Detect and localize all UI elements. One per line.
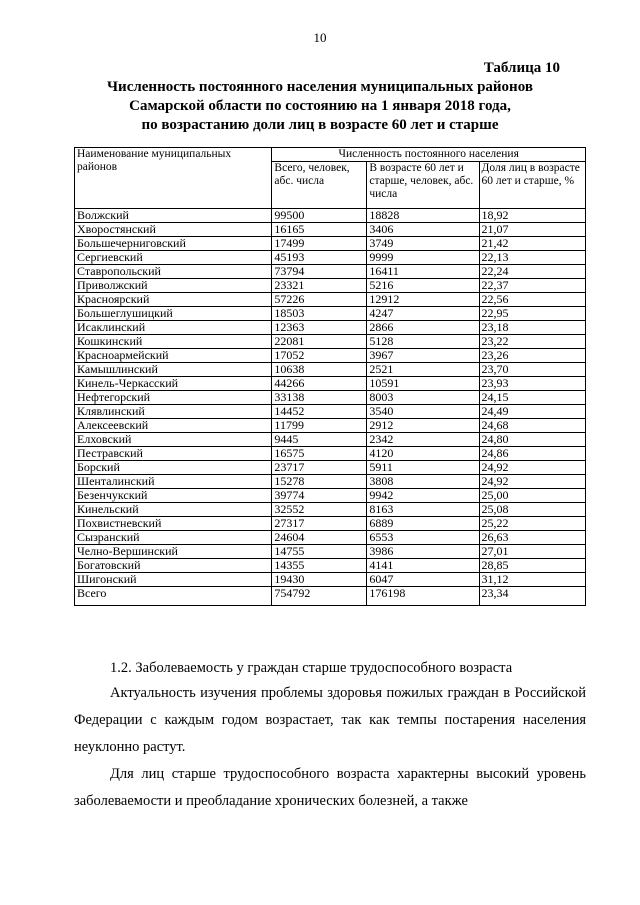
cell-older: 4141	[367, 559, 479, 573]
cell-total: 17499	[272, 237, 367, 251]
paragraph: Актуальность изучения проблемы здоровья пожилых граждан в Российской Федерации с каждым годом возрастает, так как темпы постарения населения неуклонно растут.	[74, 685, 586, 755]
table-row	[75, 447, 586, 461]
cell-total: 9445	[272, 433, 367, 447]
table-row	[75, 545, 586, 559]
cell-total: 16575	[272, 447, 367, 461]
cell-share: 22,13	[479, 251, 585, 265]
cell-name: Сызранский	[75, 531, 272, 545]
cell-share: 28,85	[479, 559, 585, 573]
cell-older: 9942	[367, 489, 479, 503]
cell-name: Красноярский	[75, 293, 272, 307]
cell-older: 12912	[367, 293, 479, 307]
cell-older: 6047	[367, 573, 479, 587]
header-total: Всего, человек, абс. числа	[272, 162, 367, 209]
cell-name: Сергиевский	[75, 251, 272, 265]
cell-older: 4247	[367, 307, 479, 321]
cell-share: 24,80	[479, 433, 585, 447]
table-row	[75, 223, 586, 237]
table-row	[75, 489, 586, 503]
cell-total: 33138	[272, 391, 367, 405]
cell-total: 14452	[272, 405, 367, 419]
cell-share: 21,07	[479, 223, 585, 237]
cell-name: Кинельский	[75, 503, 272, 517]
cell-older: 10591	[367, 377, 479, 391]
cell-name: Камышлинский	[75, 363, 272, 377]
cell-older: 8003	[367, 391, 479, 405]
table-title	[60, 78, 580, 135]
header-group: Численность постоянного населения	[272, 148, 586, 162]
cell-name: Шенталинский	[75, 475, 272, 489]
header-name: Наименование муниципальных районов	[75, 148, 272, 209]
cell-older: 9999	[367, 251, 479, 265]
table-row	[75, 293, 586, 307]
table-row	[75, 475, 586, 489]
cell-total: 99500	[272, 209, 367, 223]
table-row	[75, 405, 586, 419]
cell-older: 3406	[367, 223, 479, 237]
table-row	[75, 321, 586, 335]
table-row	[75, 559, 586, 573]
table-total-row	[75, 587, 586, 606]
cell-name: Всего	[75, 587, 272, 606]
cell-name: Борский	[75, 461, 272, 475]
cell-share: 22,37	[479, 279, 585, 293]
cell-older: 3540	[367, 405, 479, 419]
cell-total: 12363	[272, 321, 367, 335]
cell-older: 2342	[367, 433, 479, 447]
cell-share: 25,08	[479, 503, 585, 517]
table-row	[75, 265, 586, 279]
population-table	[74, 147, 586, 606]
title-line: по возрастанию доли лиц в возрасте 60 лет и старше	[141, 117, 499, 133]
title-line: Самарской области по состоянию на 1 января 2018 года,	[129, 98, 511, 114]
cell-name: Приволжский	[75, 279, 272, 293]
table-body	[75, 209, 586, 606]
cell-share: 24,92	[479, 475, 585, 489]
cell-name: Елховский	[75, 433, 272, 447]
cell-total: 45193	[272, 251, 367, 265]
cell-total: 24604	[272, 531, 367, 545]
cell-older: 18828	[367, 209, 479, 223]
cell-older: 6553	[367, 531, 479, 545]
table-row	[75, 517, 586, 531]
cell-name: Похвистневский	[75, 517, 272, 531]
cell-older: 5128	[367, 335, 479, 349]
table-row	[75, 335, 586, 349]
cell-total: 23321	[272, 279, 367, 293]
cell-share: 24,49	[479, 405, 585, 419]
table-row	[75, 307, 586, 321]
cell-name: Большеглушицкий	[75, 307, 272, 321]
cell-older: 3749	[367, 237, 479, 251]
cell-total: 14755	[272, 545, 367, 559]
cell-total: 39774	[272, 489, 367, 503]
cell-share: 26,63	[479, 531, 585, 545]
cell-older: 6889	[367, 517, 479, 531]
cell-name: Исаклинский	[75, 321, 272, 335]
cell-share: 22,95	[479, 307, 585, 321]
cell-name: Волжский	[75, 209, 272, 223]
cell-share: 24,86	[479, 447, 585, 461]
table-row	[75, 251, 586, 265]
cell-name: Пестравский	[75, 447, 272, 461]
cell-share: 23,34	[479, 587, 585, 606]
table-row	[75, 573, 586, 587]
cell-older: 2912	[367, 419, 479, 433]
cell-name: Ставропольский	[75, 265, 272, 279]
section-heading: 1.2. Заболеваемость у граждан старше трудоспособного возраста	[110, 660, 513, 676]
cell-share: 23,70	[479, 363, 585, 377]
cell-older: 4120	[367, 447, 479, 461]
cell-total: 18503	[272, 307, 367, 321]
cell-total: 17052	[272, 349, 367, 363]
cell-older: 2521	[367, 363, 479, 377]
cell-name: Кинель-Черкасский	[75, 377, 272, 391]
table-row	[75, 391, 586, 405]
table-row	[75, 461, 586, 475]
cell-share: 23,93	[479, 377, 585, 391]
cell-share: 21,42	[479, 237, 585, 251]
cell-name: Безенчукский	[75, 489, 272, 503]
header-share: Доля лиц в возрасте 60 лет и старше, %	[479, 162, 585, 209]
cell-total: 44266	[272, 377, 367, 391]
table-row	[75, 279, 586, 293]
cell-share: 23,26	[479, 349, 585, 363]
cell-total: 73794	[272, 265, 367, 279]
header-older: В возрасте 60 лет и старше, человек, абс. числа	[367, 162, 479, 209]
cell-total: 14355	[272, 559, 367, 573]
cell-name: Клявлинский	[75, 405, 272, 419]
cell-total: 27317	[272, 517, 367, 531]
cell-share: 25,00	[479, 489, 585, 503]
cell-share: 24,68	[479, 419, 585, 433]
cell-total: 10638	[272, 363, 367, 377]
table-row	[75, 503, 586, 517]
cell-total: 57226	[272, 293, 367, 307]
cell-older: 3967	[367, 349, 479, 363]
cell-share: 23,22	[479, 335, 585, 349]
cell-share: 18,92	[479, 209, 585, 223]
cell-share: 24,15	[479, 391, 585, 405]
cell-share: 22,56	[479, 293, 585, 307]
cell-total: 15278	[272, 475, 367, 489]
cell-older: 5911	[367, 461, 479, 475]
paragraph: Для лиц старше трудоспособного возраста характерны высокий уровень заболеваемости и преобладание хронических болезней, а также	[74, 766, 586, 809]
cell-name: Большечерниговский	[75, 237, 272, 251]
title-line: Численность постоянного населения муниципальных районов	[107, 79, 533, 95]
cell-total: 754792	[272, 587, 367, 606]
table-row	[75, 349, 586, 363]
cell-name: Кошкинский	[75, 335, 272, 349]
cell-older: 3808	[367, 475, 479, 489]
cell-name: Богатовский	[75, 559, 272, 573]
cell-older: 5216	[367, 279, 479, 293]
table-row	[75, 433, 586, 447]
table-row	[75, 237, 586, 251]
cell-total: 19430	[272, 573, 367, 587]
cell-name: Красноармейский	[75, 349, 272, 363]
table-label: Таблица 10	[483, 60, 560, 76]
cell-name: Челно-Вершинский	[75, 545, 272, 559]
cell-share: 25,22	[479, 517, 585, 531]
cell-share: 31,12	[479, 573, 585, 587]
cell-name: Хворостянский	[75, 223, 272, 237]
table-row	[75, 363, 586, 377]
cell-older: 176198	[367, 587, 479, 606]
cell-share: 22,24	[479, 265, 585, 279]
page-number: 10	[313, 30, 327, 45]
cell-share: 24,92	[479, 461, 585, 475]
cell-name: Нефтегорский	[75, 391, 272, 405]
cell-total: 22081	[272, 335, 367, 349]
cell-older: 3986	[367, 545, 479, 559]
cell-share: 27,01	[479, 545, 585, 559]
cell-older: 2866	[367, 321, 479, 335]
cell-older: 8163	[367, 503, 479, 517]
table-row	[75, 419, 586, 433]
table-row	[75, 531, 586, 545]
table-row	[75, 377, 586, 391]
cell-name: Алексеевский	[75, 419, 272, 433]
cell-name: Шигонский	[75, 573, 272, 587]
cell-total: 32552	[272, 503, 367, 517]
cell-older: 16411	[367, 265, 479, 279]
cell-share: 23,18	[479, 321, 585, 335]
cell-total: 16165	[272, 223, 367, 237]
table-row	[75, 209, 586, 223]
cell-total: 11799	[272, 419, 367, 433]
cell-total: 23717	[272, 461, 367, 475]
